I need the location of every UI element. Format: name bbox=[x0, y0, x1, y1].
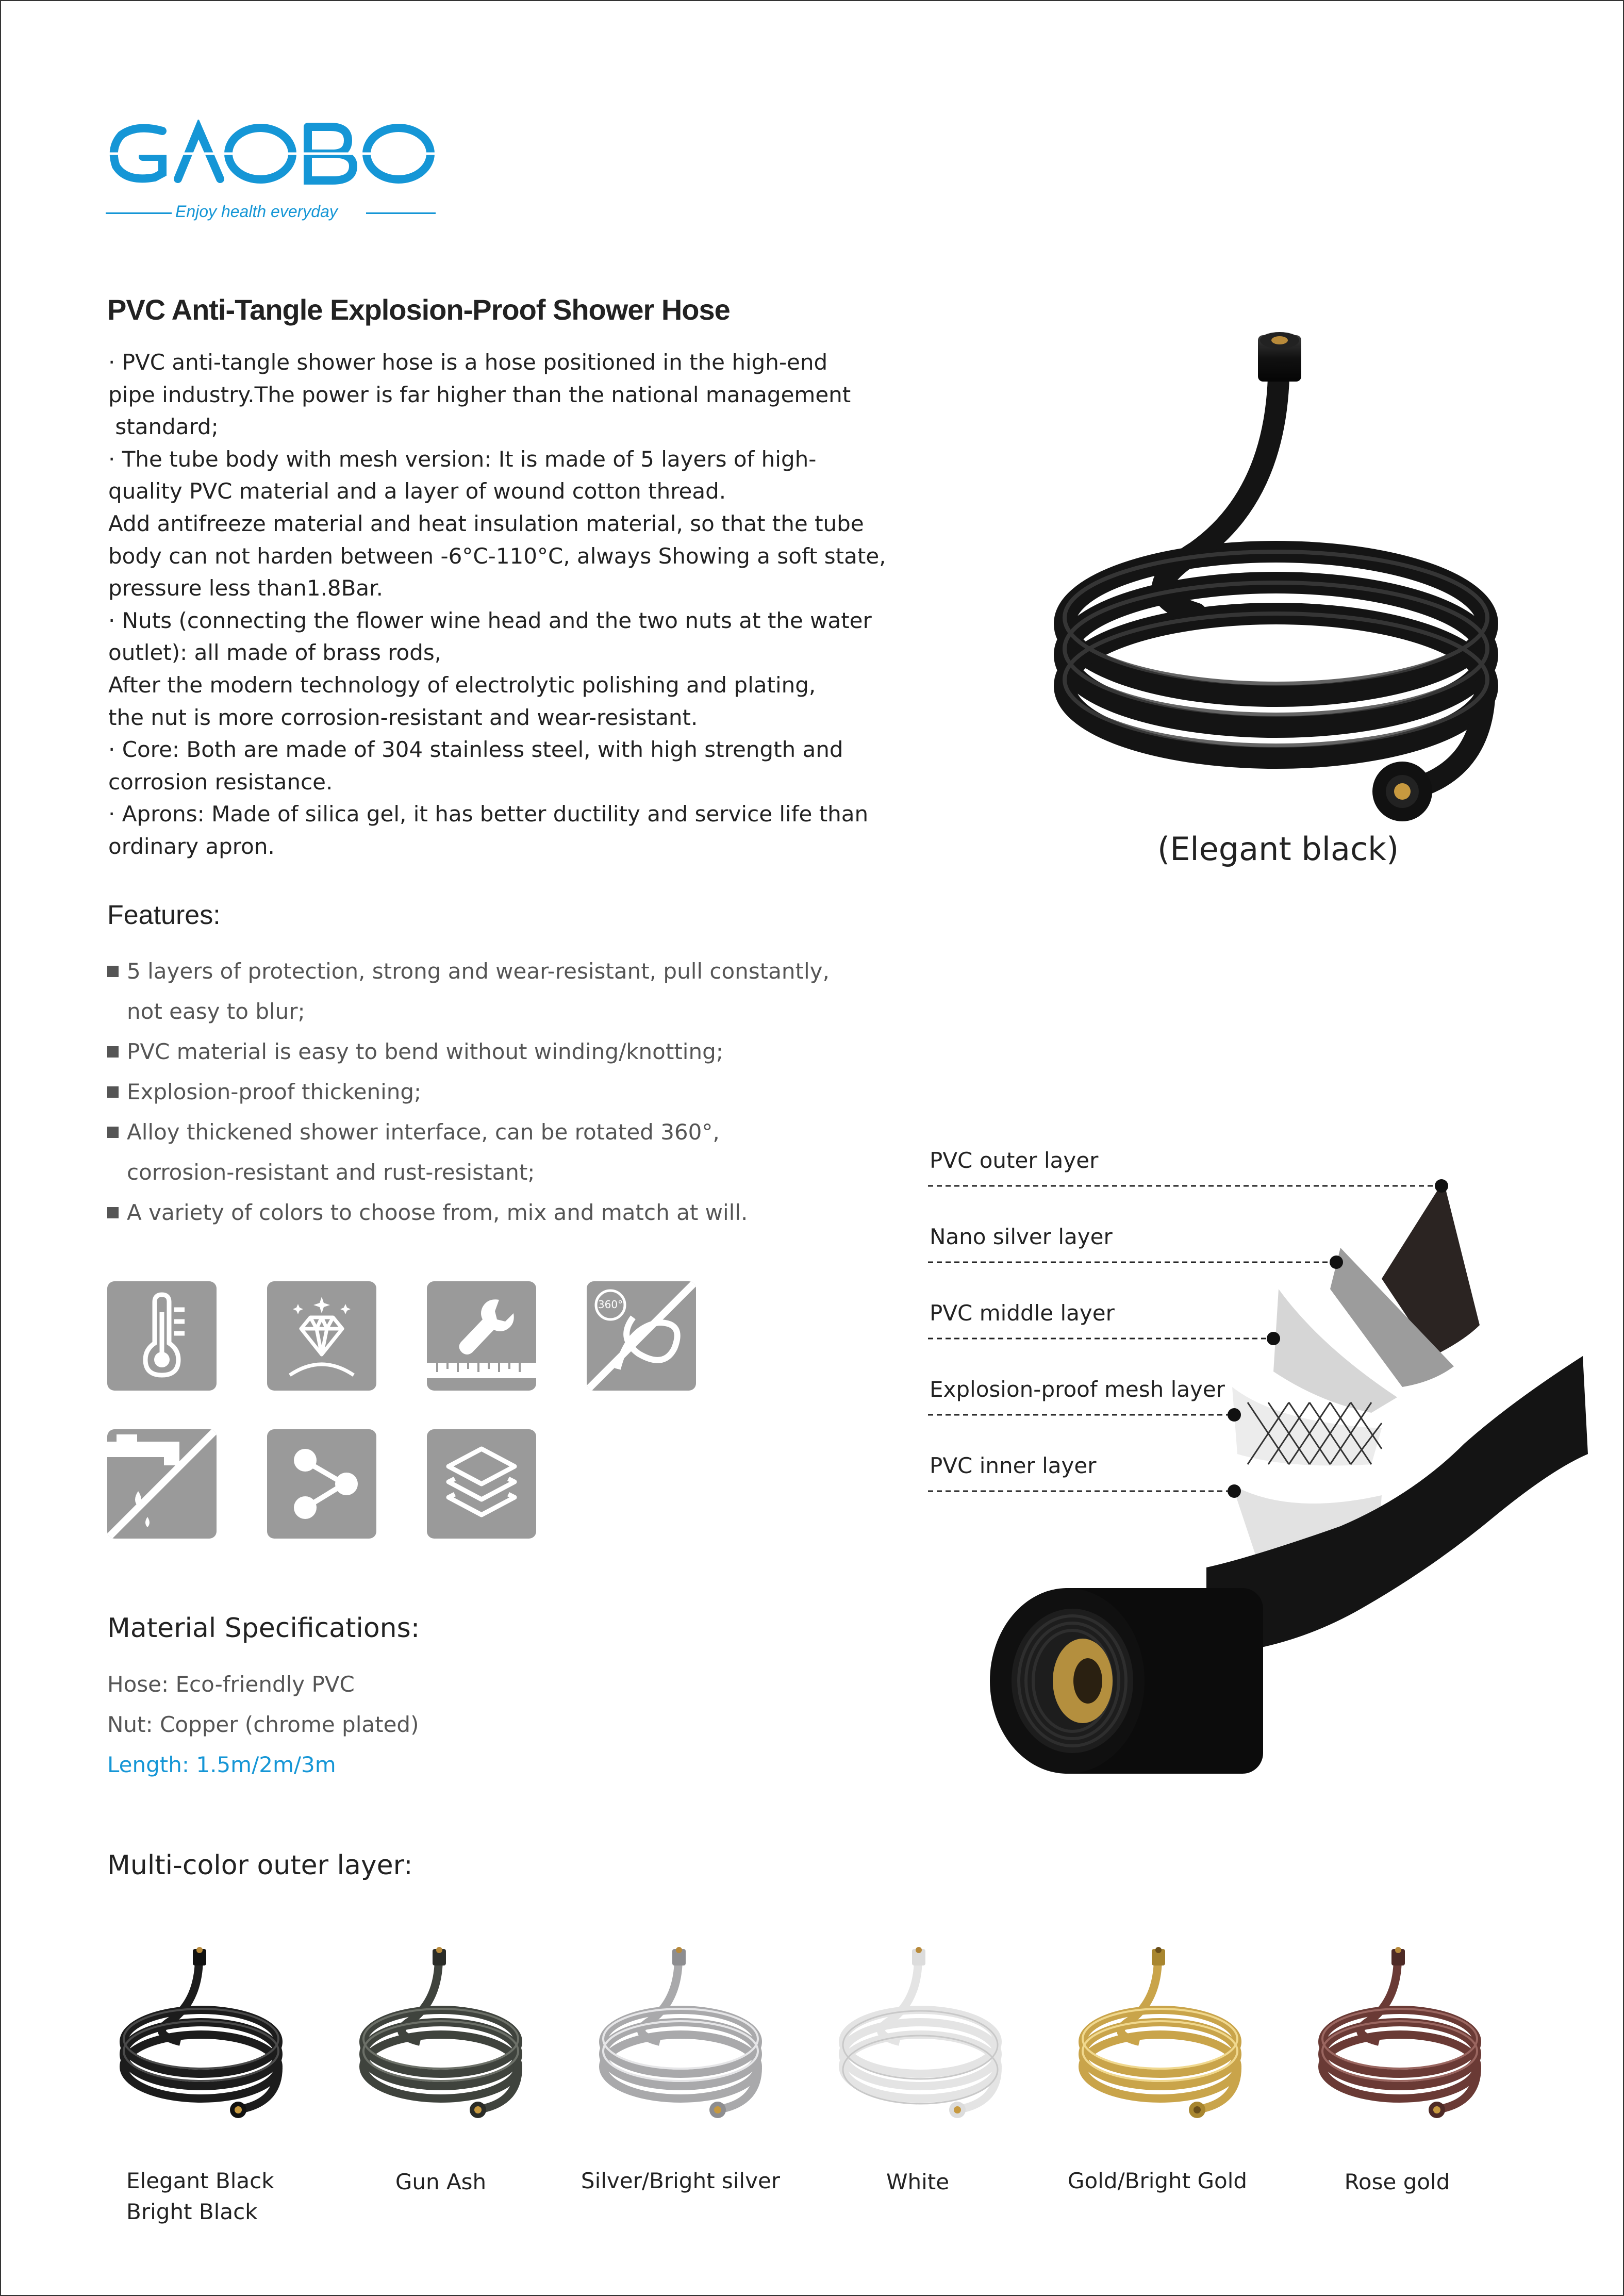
features-list bbox=[107, 951, 881, 1233]
bullet-square-icon bbox=[107, 1127, 119, 1138]
material-specs bbox=[107, 1664, 419, 1785]
description-line: corrosion resistance. bbox=[108, 769, 333, 795]
swatch-label-silver: Silver/Bright silver bbox=[581, 2168, 781, 2193]
tagline-rule-right bbox=[366, 212, 436, 214]
description-line: · Nuts (connecting the flower wine head and the two nuts at the water bbox=[108, 607, 872, 633]
swatch-silver bbox=[588, 1944, 773, 2160]
description-line: Add antifreeze material and heat insulation material, so that the tube bbox=[108, 510, 864, 536]
feature-text: corrosion-resistant and rust-resistant; bbox=[127, 1160, 535, 1185]
product-title: PVC Anti-Tangle Explosion-Proof Shower Hose bbox=[107, 293, 730, 326]
hero-hose-image bbox=[1041, 325, 1516, 830]
hero-caption: (Elegant black) bbox=[1157, 830, 1399, 868]
material-heading: Material Specifications: bbox=[107, 1613, 420, 1644]
no-leak-faucet-icon bbox=[107, 1429, 217, 1539]
swatch-label-line: Elegant Black bbox=[126, 2168, 274, 2193]
description-line: outlet): all made of brass rods, bbox=[108, 640, 442, 666]
description-line: · Aprons: Made of silica gel, it has better ductility and service life than bbox=[108, 801, 869, 827]
layer-label-mesh: Explosion-proof mesh layer bbox=[930, 1377, 1225, 1402]
description-line: · The tube body with mesh version: It is made of 5 layers of high- bbox=[108, 446, 817, 472]
description-line: body can not harden between -6°C-110°C, always Showing a soft state, bbox=[108, 543, 886, 569]
bullet-square-icon bbox=[107, 966, 119, 977]
feature-item bbox=[107, 1072, 881, 1112]
swatch-label-gold: Gold/Bright Gold bbox=[1067, 2168, 1248, 2193]
spec-length: Length: 1.5m/2m/3m bbox=[107, 1752, 336, 1777]
feature-text: not easy to blur; bbox=[127, 999, 305, 1024]
description-line: quality PVC material and a layer of wound cotton thread. bbox=[108, 478, 726, 504]
bullet-square-icon bbox=[107, 1207, 119, 1218]
swatch-label-white: White bbox=[886, 2169, 950, 2194]
gaobo-wordmark bbox=[106, 120, 436, 187]
description-line: standard; bbox=[108, 414, 219, 440]
swatch-label-gun-ash: Gun Ash bbox=[395, 2169, 487, 2194]
spec-hose: Hose: Eco-friendly PVC bbox=[107, 1672, 355, 1697]
thermometer-icon bbox=[107, 1281, 217, 1391]
rotate-360-label: 360° bbox=[598, 1298, 623, 1311]
description-line: · Core: Both are made of 304 stainless steel, with high strength and bbox=[108, 737, 843, 763]
feature-item bbox=[107, 1193, 881, 1233]
multicolor-heading: Multi-color outer layer: bbox=[107, 1850, 413, 1881]
feature-text: PVC material is easy to bend without winding/knotting; bbox=[127, 1039, 723, 1064]
bullet-square-icon bbox=[107, 1086, 119, 1098]
brand-logo bbox=[106, 120, 436, 228]
layer-label-middle: PVC middle layer bbox=[930, 1300, 1115, 1326]
swatch-label-line: Bright Black bbox=[126, 2199, 258, 2224]
swatch-gun-ash bbox=[348, 1944, 534, 2160]
feature-text: 5 layers of protection, strong and wear-resistant, pull constantly, bbox=[127, 959, 830, 984]
layers-icon bbox=[427, 1429, 536, 1539]
wrench-ruler-icon bbox=[427, 1281, 536, 1391]
swatch-elegant-black bbox=[108, 1944, 294, 2160]
swatch-label-rose-gold: Rose gold bbox=[1344, 2169, 1450, 2194]
feature-text: A variety of colors to choose from, mix and match at will. bbox=[127, 1200, 748, 1225]
brand-tagline: Enjoy health everyday bbox=[175, 202, 338, 221]
description-line: · PVC anti-tangle shower hose is a hose positioned in the high-end bbox=[108, 350, 828, 375]
feature-item bbox=[107, 1032, 881, 1072]
no-knot-360-icon bbox=[587, 1281, 696, 1391]
swatch-gold bbox=[1067, 1944, 1253, 2160]
swatch-rose-gold bbox=[1307, 1944, 1493, 2160]
swatch-white bbox=[827, 1944, 1013, 2160]
feature-text: Explosion-proof thickening; bbox=[127, 1079, 422, 1104]
description-line: ordinary apron. bbox=[108, 833, 275, 859]
spec-nut: Nut: Copper (chrome plated) bbox=[107, 1712, 419, 1737]
share-nodes-icon bbox=[267, 1429, 376, 1539]
layer-label-inner: PVC inner layer bbox=[930, 1453, 1097, 1478]
description-line: pipe industry.The power is far higher than the national management bbox=[108, 382, 851, 407]
description-line: the nut is more corrosion-resistant and wear-resistant. bbox=[108, 704, 698, 730]
feature-item bbox=[107, 951, 881, 1032]
feature-item bbox=[107, 1112, 881, 1193]
bullet-square-icon bbox=[107, 1046, 119, 1058]
description-line: pressure less than1.8Bar. bbox=[108, 575, 383, 601]
features-heading: Features: bbox=[107, 900, 221, 930]
feature-text: Alloy thickened shower interface, can be rotated 360°, bbox=[127, 1119, 720, 1145]
tagline-rule-left bbox=[106, 212, 172, 214]
swatch-label-elegant-black bbox=[126, 2166, 274, 2227]
layer-label-nano-silver: Nano silver layer bbox=[930, 1224, 1113, 1249]
diamond-icon bbox=[267, 1281, 376, 1391]
description-line: After the modern technology of electrolytic polishing and plating, bbox=[108, 672, 816, 698]
layer-label-outer: PVC outer layer bbox=[930, 1148, 1099, 1173]
product-description bbox=[108, 346, 892, 863]
